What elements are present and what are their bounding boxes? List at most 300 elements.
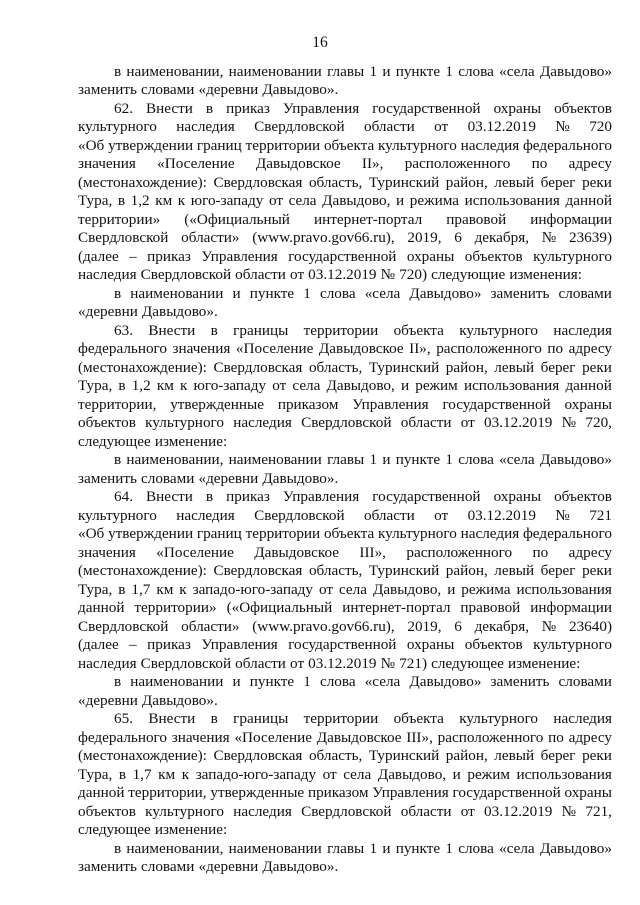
text-line xyxy=(78,488,612,507)
word: 720 xyxy=(589,118,612,135)
word: данной xyxy=(565,377,612,394)
text-line xyxy=(78,710,612,729)
word: Давыдово». xyxy=(141,691,218,709)
word: к xyxy=(179,377,188,394)
word: утверждении xyxy=(108,136,194,154)
word: декабря, xyxy=(474,229,530,246)
word: и xyxy=(400,377,410,394)
text-line xyxy=(78,507,612,526)
word: объектов xyxy=(554,488,612,505)
word: 720) xyxy=(399,266,428,283)
word: II», xyxy=(409,340,431,357)
word: утвержденные xyxy=(170,395,264,413)
word: культурного xyxy=(145,414,224,431)
word: следующее xyxy=(78,821,151,838)
word: по xyxy=(548,728,564,746)
word: наследия xyxy=(233,802,292,820)
word: Давыдовское xyxy=(316,728,402,746)
word: Внести xyxy=(148,710,196,727)
word: адресу xyxy=(568,340,612,357)
word: Давыдово» xyxy=(539,62,612,80)
word: в xyxy=(114,839,122,857)
word: и xyxy=(447,580,456,598)
word: «Поселение xyxy=(157,155,235,172)
word: «Об xyxy=(78,525,105,542)
word: Туринский xyxy=(368,562,440,579)
word: главы xyxy=(327,62,365,80)
word: юго-западу xyxy=(190,192,264,209)
word: словами xyxy=(141,81,195,98)
word: 23639) xyxy=(568,229,612,246)
word: данной xyxy=(78,784,125,801)
word: культурного xyxy=(459,321,539,339)
word: 1 xyxy=(369,451,378,468)
word: от xyxy=(322,765,337,783)
word: (www.pravo.gov66.ru), xyxy=(252,617,395,635)
word: и xyxy=(232,673,241,690)
word: в xyxy=(210,321,218,339)
word: наследия xyxy=(460,136,520,154)
word: Давыдовское xyxy=(255,155,341,172)
word: пункте xyxy=(395,839,441,857)
word: 720, xyxy=(585,414,612,431)
word: «деревни xyxy=(198,858,259,875)
word: левый xyxy=(494,358,535,376)
word: расположенного xyxy=(404,155,511,172)
word: км xyxy=(158,765,176,783)
word: 1,7 xyxy=(132,765,152,783)
word: наследия xyxy=(553,710,612,727)
word: Управления xyxy=(282,99,360,117)
word: пункте xyxy=(249,284,295,302)
word: «деревни xyxy=(198,81,259,98)
text-line xyxy=(78,377,612,396)
word: границ xyxy=(196,525,242,542)
word: от xyxy=(268,192,283,209)
word: режима xyxy=(409,192,459,209)
word: словами xyxy=(141,858,195,875)
word: изменение: xyxy=(154,432,228,450)
text-line xyxy=(78,784,612,803)
word: III», xyxy=(359,543,386,561)
word: охраны xyxy=(493,488,542,505)
word: в xyxy=(205,488,214,505)
word: словами xyxy=(141,469,195,487)
word: Давыдово, xyxy=(322,192,391,209)
word: села xyxy=(338,580,367,598)
word: области» xyxy=(181,229,240,246)
word: утвержденные xyxy=(210,784,305,801)
word: области» xyxy=(181,617,240,635)
word: Туринский xyxy=(368,173,440,191)
word: район, xyxy=(445,562,488,579)
word: Давыдово». xyxy=(262,81,339,98)
word: Свердловская xyxy=(213,358,303,376)
word: 03.12.2019 xyxy=(484,414,553,431)
word: пункте xyxy=(395,62,441,80)
word: 03.12.2019 xyxy=(484,802,553,820)
word: Свердловской xyxy=(78,229,169,246)
word: Давыдово». xyxy=(262,469,339,487)
word: культурного xyxy=(145,802,224,820)
word: 1 xyxy=(303,673,311,690)
word: Свердловская xyxy=(213,173,303,191)
word: от xyxy=(434,118,449,135)
word: объектов xyxy=(78,414,136,431)
word: 03.12.2019 xyxy=(467,118,536,135)
word: 1 xyxy=(445,62,453,80)
word: режим xyxy=(415,377,458,394)
word: приказ xyxy=(147,636,191,653)
word: заменить xyxy=(490,673,550,690)
text-line xyxy=(78,155,612,174)
word: культурного xyxy=(533,247,612,265)
text-line xyxy=(78,211,612,230)
text-line xyxy=(78,396,612,415)
word: юго-западу xyxy=(193,377,267,394)
word: 23640) xyxy=(568,617,612,635)
word: «Поселение xyxy=(234,728,312,746)
word: заменить xyxy=(78,469,137,487)
word: правовой xyxy=(460,599,521,616)
word: области xyxy=(400,414,452,431)
word: объекта xyxy=(323,136,375,154)
word: объекта xyxy=(323,525,375,542)
text-line xyxy=(78,673,612,692)
word: Тура, xyxy=(78,377,113,394)
word: 721 xyxy=(589,506,612,524)
word: Давыдовское xyxy=(254,543,339,561)
word: в xyxy=(210,710,218,727)
word: № xyxy=(541,617,557,635)
word: границы xyxy=(233,321,289,339)
word: федерального xyxy=(78,728,167,746)
text-line xyxy=(78,821,612,840)
word: слова xyxy=(458,451,494,468)
word: 6 xyxy=(454,617,462,635)
word: 1 xyxy=(445,451,453,468)
word: к xyxy=(179,580,187,598)
word: главы xyxy=(327,839,365,857)
word: Свердловской xyxy=(254,118,345,135)
word: наследия xyxy=(176,118,235,135)
text-line xyxy=(78,248,612,267)
word: территории xyxy=(303,710,379,727)
text-line xyxy=(78,655,612,674)
word: значения xyxy=(172,340,231,357)
word: 1 xyxy=(445,839,453,857)
word: приказ xyxy=(226,488,270,505)
word: «села xyxy=(499,451,535,468)
word: в xyxy=(114,673,122,690)
word: (местонахождение): xyxy=(78,562,207,579)
word: 1 xyxy=(369,62,378,80)
text-line xyxy=(78,599,612,618)
text-line xyxy=(78,81,612,100)
word: Управления xyxy=(352,395,429,413)
word: район, xyxy=(445,358,488,376)
word: государственной xyxy=(452,784,561,801)
word: от xyxy=(318,580,334,598)
word: № xyxy=(380,654,396,672)
word: заменить xyxy=(78,858,137,875)
word: Давыдово». xyxy=(262,858,339,875)
word: (www.pravo.gov66.ru), xyxy=(252,229,395,246)
word: наименовании xyxy=(130,284,224,302)
word: (местонахождение): xyxy=(78,358,207,376)
word: пункте xyxy=(395,451,441,468)
word: наименовании xyxy=(228,839,322,857)
text-line xyxy=(78,766,612,785)
word: Давыдово, xyxy=(372,580,442,598)
word: данной xyxy=(565,192,612,209)
word: «Поселение xyxy=(235,340,314,357)
word: изменение: xyxy=(507,654,581,672)
word: 64. xyxy=(114,488,133,505)
word: в xyxy=(118,580,126,598)
text-line xyxy=(78,192,612,211)
word: Свердловской xyxy=(140,654,232,672)
word: км xyxy=(155,192,173,209)
word: наследия xyxy=(553,321,612,339)
word: реки xyxy=(582,358,612,376)
word: в xyxy=(118,377,126,394)
word: использования xyxy=(516,580,612,598)
word: объекта xyxy=(393,710,444,727)
word: III», xyxy=(406,728,433,746)
word: Внести xyxy=(146,99,193,117)
word: в xyxy=(114,62,122,80)
word: слова xyxy=(458,839,494,857)
word: 03.12.2019 xyxy=(308,266,377,283)
word: и xyxy=(382,451,391,468)
word: берег xyxy=(540,173,576,191)
word: 1,7 xyxy=(131,580,151,598)
word: и xyxy=(452,765,461,783)
word: охраны xyxy=(406,247,455,265)
word: использования xyxy=(463,377,560,394)
text-line xyxy=(78,525,612,544)
word: приказом xyxy=(277,395,339,413)
word: 2019, xyxy=(407,229,442,246)
word: № xyxy=(541,229,557,246)
word: «Об xyxy=(78,136,105,154)
word: 721, xyxy=(585,802,612,820)
word: приказ xyxy=(226,99,270,117)
word: декабря, xyxy=(474,617,530,635)
word: наименовании xyxy=(228,62,322,80)
word: слова xyxy=(319,284,356,302)
word: 1,2 xyxy=(131,377,151,394)
word: расположенного xyxy=(406,543,513,561)
word: информации xyxy=(530,210,612,228)
word: заменить xyxy=(490,284,550,302)
word: Свердловская xyxy=(213,562,303,579)
text-line xyxy=(78,451,612,470)
word: Давыдово» xyxy=(539,839,612,857)
word: территории xyxy=(303,321,379,339)
word: области xyxy=(363,506,415,524)
word: реки xyxy=(582,562,612,579)
word: информации xyxy=(530,599,612,616)
word: области xyxy=(363,118,415,135)
word: наименовании, xyxy=(126,839,224,857)
text-line xyxy=(78,618,612,637)
word: Тура, xyxy=(78,765,113,783)
word: объектов xyxy=(554,99,612,117)
word: западо-юго-западу xyxy=(192,580,314,598)
word: Управления xyxy=(201,247,278,265)
text-line xyxy=(78,803,612,822)
word: государственной xyxy=(372,488,481,505)
word: Давыдово». xyxy=(141,303,218,320)
word: значения xyxy=(78,155,136,172)
word: «деревни xyxy=(198,469,259,487)
word: режима xyxy=(461,580,511,598)
word: западо-юго-западу xyxy=(195,765,317,783)
word: области xyxy=(400,802,452,820)
word: культурного xyxy=(378,136,457,154)
word: утверждении xyxy=(108,525,194,542)
word: берег xyxy=(540,358,576,376)
word: области xyxy=(235,654,286,672)
word: федерального xyxy=(522,525,612,542)
word: расположенного xyxy=(436,340,542,357)
word: Туринский xyxy=(368,747,440,764)
word: в xyxy=(117,192,126,209)
word: охраны xyxy=(493,99,542,117)
word: пункте xyxy=(249,673,295,690)
word: Давыдовское xyxy=(318,340,404,357)
word: Свердловской xyxy=(301,802,392,820)
word: «Поселение xyxy=(156,543,234,561)
word: области xyxy=(235,266,286,283)
word: наименовании, xyxy=(126,451,224,468)
text-line xyxy=(78,285,612,304)
word: приказ xyxy=(147,247,191,265)
word: адресу xyxy=(568,728,612,746)
word: реки xyxy=(582,747,612,764)
word: Внести xyxy=(148,321,196,339)
word: словами xyxy=(558,673,612,690)
word: села xyxy=(288,192,317,209)
word: по xyxy=(532,543,549,561)
word: 6 xyxy=(454,229,462,246)
word: слова xyxy=(458,62,494,80)
word: объектов xyxy=(464,247,523,265)
word: режим xyxy=(467,765,510,783)
word: территории» xyxy=(78,210,161,228)
word: км xyxy=(156,580,174,598)
word: область, xyxy=(308,562,363,579)
word: – xyxy=(129,247,137,265)
word: Давыдово, xyxy=(326,377,395,394)
word: 62. xyxy=(114,99,133,117)
page-number: 16 xyxy=(312,34,328,51)
word: (местонахождение): xyxy=(78,173,207,191)
text-line xyxy=(78,229,612,248)
word: от xyxy=(460,414,475,431)
word: наименовании xyxy=(130,673,224,690)
word: территории, xyxy=(78,395,157,413)
word: следующее xyxy=(78,432,151,450)
word: государственной xyxy=(288,636,397,653)
word: «села xyxy=(499,62,535,80)
word: «деревни xyxy=(78,303,138,320)
word: «села xyxy=(499,839,535,857)
word: Давыдово» xyxy=(409,284,482,302)
text-line xyxy=(78,137,612,156)
word: государственной xyxy=(288,247,397,265)
word: культурного xyxy=(533,636,612,653)
word: границ xyxy=(196,136,242,154)
word: приказом xyxy=(307,784,369,801)
word: II», xyxy=(361,155,384,172)
word: 1,2 xyxy=(130,192,150,209)
text-line xyxy=(78,414,612,433)
word: к xyxy=(181,765,190,783)
word: от xyxy=(290,266,305,283)
word: интернет-портал xyxy=(314,210,423,228)
text-line xyxy=(78,322,612,341)
word: объектов xyxy=(78,802,136,820)
word: наименовании xyxy=(228,451,322,468)
word: № xyxy=(555,506,570,524)
word: км xyxy=(156,377,174,394)
text-line xyxy=(78,692,612,711)
word: интернет-портал xyxy=(342,599,451,616)
word: охраны xyxy=(564,784,612,801)
word: государственной xyxy=(442,395,551,413)
word: «села xyxy=(364,673,401,690)
word: наследия xyxy=(78,654,137,672)
word: расположенного xyxy=(437,728,544,746)
word: № xyxy=(380,266,396,283)
text-line xyxy=(78,544,612,563)
word: и xyxy=(396,192,405,209)
word: от xyxy=(434,506,449,524)
word: в xyxy=(114,451,122,468)
word: федерального xyxy=(78,340,167,357)
word: 63. xyxy=(114,321,133,339)
text-line xyxy=(78,562,612,581)
word: Давыдово, xyxy=(377,765,447,783)
word: по xyxy=(547,340,564,357)
word: использования xyxy=(516,765,612,783)
word: государственной xyxy=(372,99,481,117)
word: Управления xyxy=(282,488,360,505)
word: Управления xyxy=(201,636,278,653)
word: реки xyxy=(582,173,612,191)
word: левый xyxy=(494,173,535,191)
text-line xyxy=(78,729,612,748)
word: и xyxy=(382,62,391,80)
word: культурного xyxy=(378,525,457,542)
word: («Официальный xyxy=(226,599,333,616)
text-line xyxy=(78,840,612,859)
word: культурного xyxy=(459,710,539,727)
word: объектов xyxy=(464,636,523,653)
word: значения xyxy=(78,543,136,561)
word: Внести xyxy=(146,488,193,505)
word: область, xyxy=(308,173,363,191)
word: берег xyxy=(540,747,576,764)
word: 65. xyxy=(114,710,133,727)
word: и xyxy=(232,284,241,302)
word: от xyxy=(460,802,475,820)
word: в xyxy=(114,284,122,302)
word: главы xyxy=(327,451,365,468)
